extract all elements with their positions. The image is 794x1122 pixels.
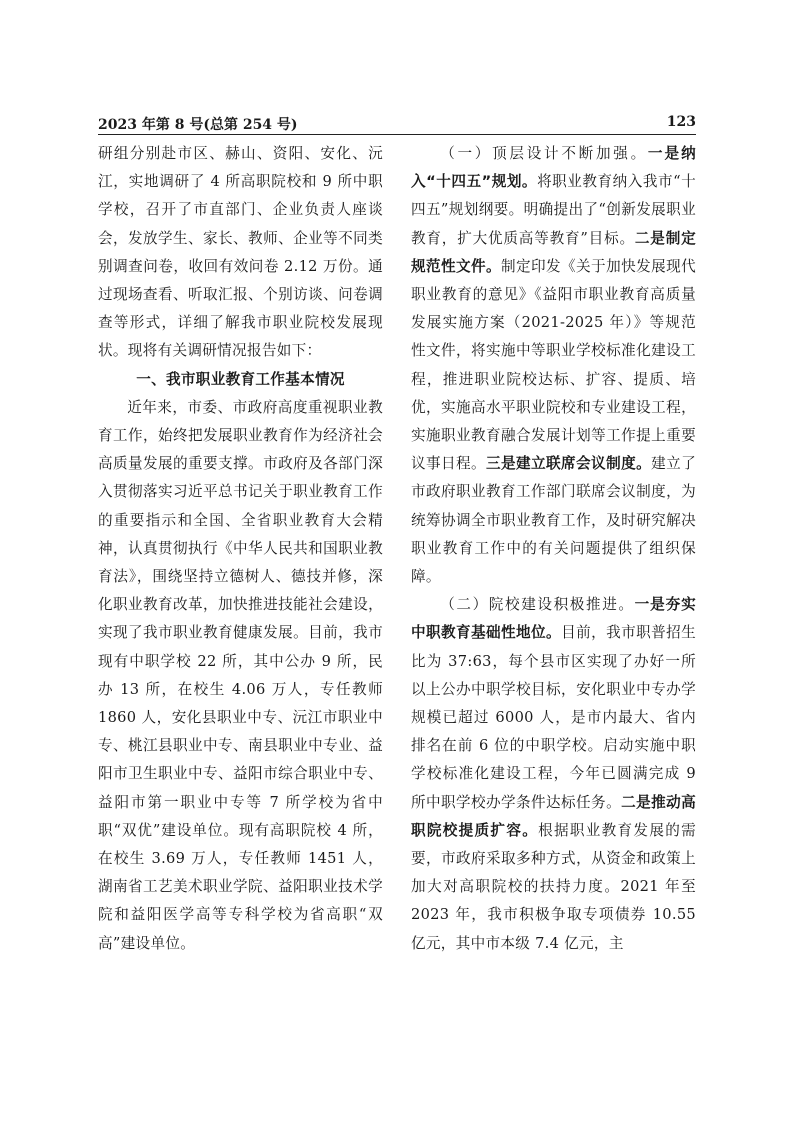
left-column bbox=[98, 140, 383, 958]
paragraph-top-design bbox=[411, 140, 696, 591]
text-point-4: 目前，我市职普招生比为 37:63，每个县市区实现了办好一所以上公办中职学校目标，安化职业中专办学规模已超过 6000 人，是市内最大、省内排名在前 6 位的中职学校。启动实施中职学校标准化建设工程，今年已圆满完成 9 所中职学校办学条件达标任务。 bbox=[411, 624, 696, 811]
text-point-5: 根据职业教育发展的需要，市政府采取多种方式，从资金和政策上加大对高职院校的扶持力度。2021 年至 2023 年，我市积极争取专项债券 10.55 亿元，其中市本级 7.4 亿元，主 bbox=[411, 821, 696, 952]
bold-point-3: 三是建立联席会议制度。 bbox=[486, 455, 652, 473]
text-point-3: 建立了市政府职业教育工作部门联席会议制度，为统筹协调全市职业教育工作，及时研究解决职业教育工作中的有关问题提供了组织保障。 bbox=[411, 455, 696, 586]
text-point-2: 制定印发《关于加快发展现代职业教育的意见》《益阳市职业教育高质量发展实施方案（2021-2025 年）》等规范性文件，将实施中等职业学校标准化建设工程，推进职业院校达标、扩容、提质、培优，实施高水平职业院校和专业建设工程，实施职业教育融合发展计划等工作提上重要议事日程。 bbox=[411, 257, 696, 473]
page-number: 123 bbox=[666, 114, 696, 130]
bold-point-2: 二是制定规范性文件。 bbox=[411, 229, 697, 275]
bold-point-4: 一是夯实中职教育基础性地位。 bbox=[411, 596, 696, 642]
bold-point-1: 一是纳入“十四五”规划。 bbox=[411, 145, 696, 191]
subheading-top-design: （一）顶层设计不断加强。 bbox=[440, 145, 648, 162]
paragraph-overview: 近年来，市委、市政府高度重视职业教育工作，始终把发展职业教育作为经济社会高质量发展的重要支撑。市政府及各部门深入贯彻落实习近平总书记关于职业教育工作的重要指示和全国、全省职业教育大会精神，认真贯彻执行《中华人民共和国职业教育法》，围绕坚持立德树人、德技并修，深化职业教育改革，加快推进技能社会建设，实现了我市职业教育健康发展。目前，我市现有中职学校 22 所，其中公办 9 所，民办 13 所，在校生 4.06 万人，专任教师 1860 人，安化县职业中专、沅江市职业中专、桃江县职业中专、南县职业中专业、益阳市卫生职业中专、益阳市综合职业中专、益阳市第一职业中专等 7 所学校为省中职“双优”建设单位。现有高职院校 4 所，在校生 3.69 万人，专任教师 1451 人，湖南省工艺美术职业学院、益阳职业技术学院和益阳医学高等专科学校为省高职“双高”建设单位。 bbox=[98, 398, 383, 952]
paragraph-intro: 研组分别赴市区、赫山、资阳、安化、沅江，实地调研了 4 所高职院校和 9 所中职学校，召开了市直部门、企业负责人座谈会，发放学生、家长、教师、企业等不同类别调查问卷，收回有效问卷 2.12 万份。通过现场查看、听取汇报、个别访谈、问卷调查等形式，详细了解我市职业院校发展现状。现将有关调研情况报告如下： bbox=[98, 145, 383, 360]
subheading-school-building: （二）院校建设积极推进。 bbox=[440, 596, 635, 614]
bold-point-5: 二是推动高职院校提质扩容。 bbox=[411, 793, 696, 839]
issue-label: 2023 年第 8 号(总第 254 号) bbox=[98, 117, 298, 133]
section-heading: 一、我市职业教育工作基本情况 bbox=[136, 370, 345, 388]
text-point-1: 将职业教育纳入我市“十四五”规划纲要。明确提出了“创新发展职业教育，扩大优质高等教育”目标。 bbox=[411, 173, 696, 247]
page-header bbox=[98, 112, 696, 135]
right-column bbox=[411, 140, 696, 958]
paragraph-school-building bbox=[411, 591, 696, 958]
